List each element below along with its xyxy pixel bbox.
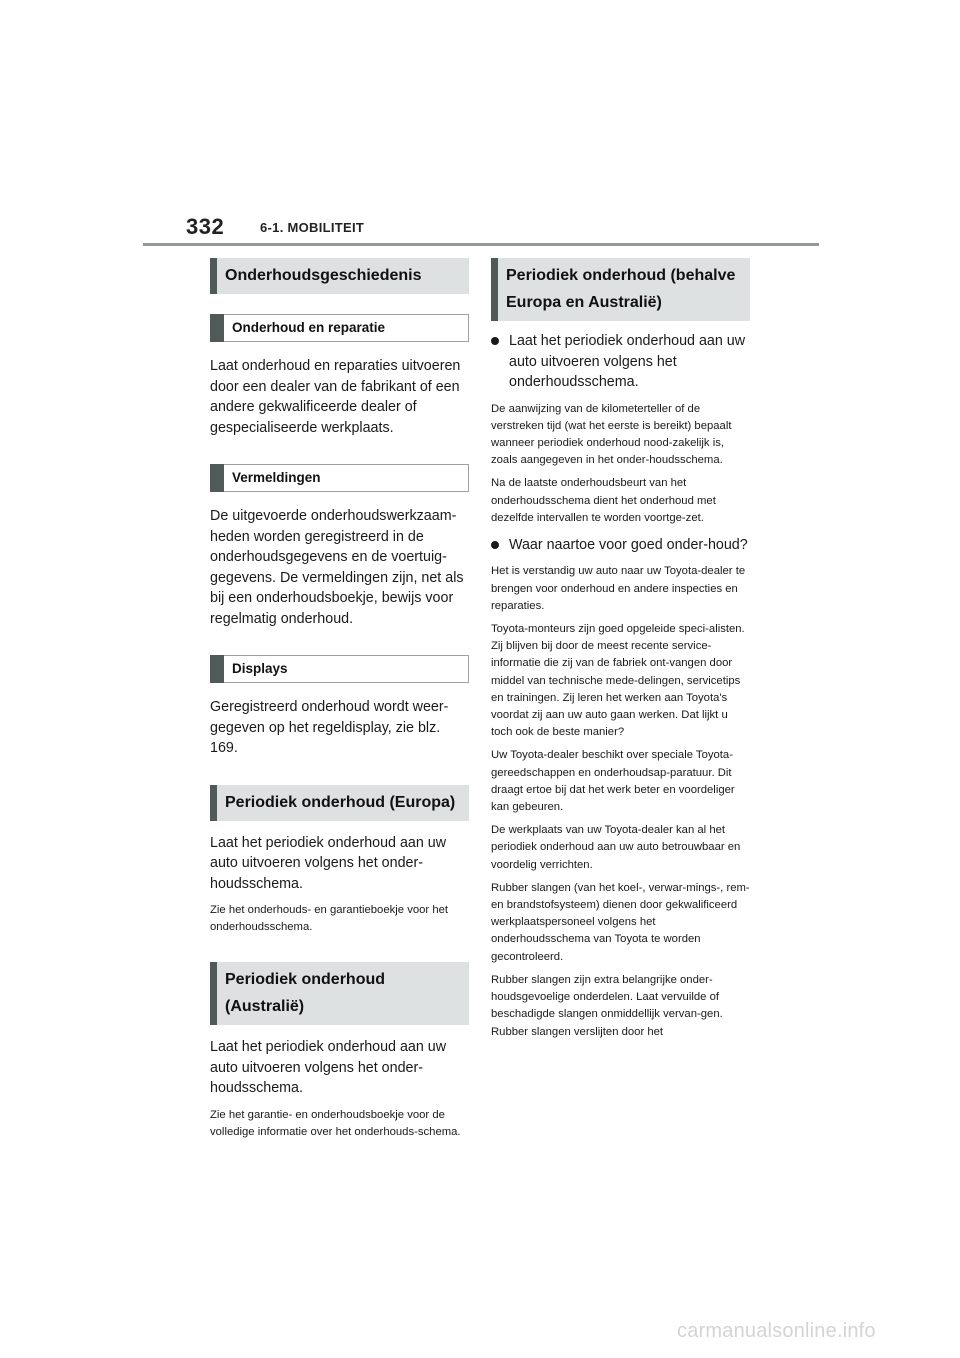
subheading-label: Vermeldingen [232,470,321,485]
note-hoses-check: Rubber slangen (van het koel-, verwar-mings-, rem- en brandstofsysteem) dienen door gekwalificeerd werkplaatspersoneel volgens het onderhoudsschema van Toyota te worden gecontroleerd. [491,881,750,963]
subheading-label: Onderhoud en reparatie [232,320,386,335]
watermark-text: carmanualsonline.info [677,1320,876,1342]
heading-bar [210,655,224,683]
note-dealer: Het is verstandig uw auto naar uw Toyota-dealer te brengen voor onderhoud en andere inspecties en reparaties. [491,565,746,612]
left-column [210,258,469,1141]
section-label: 6-1. MOBILITEIT [260,220,365,235]
paragraph-europe: Laat het periodiek onderhoud aan uw auto uitvoeren volgens het onder-houdsschema. [210,834,447,892]
subheading-displays [210,655,469,683]
heading-bar [210,464,224,492]
bullet-dot-icon [491,541,499,549]
note-intervals: Na de laatste onderhoudsbeurt van het onderhoudsschema dient het onderhoud met dezelfde intervallen te worden voortge-zet. [491,477,716,524]
heading-periodic-australia: Periodiek onderhoud (Australië) [210,962,469,1025]
bullet-item [491,331,750,393]
subheading-maintenance-repair [210,314,469,342]
paragraph-australia: Laat het periodiek onderhoud aan uw auto uitvoeren volgens het onder-houdsschema. [210,1039,447,1097]
note-hoses-replace: Rubber slangen zijn extra belangrijke onder-houdsgevoelige onderdelen. Laat vervuilde of beschadigde slangen onmiddellijk vervan-gen. Rubber slangen verslijten door het [491,973,723,1038]
note-odometer: De aanwijzing van de kilometerteller of de verstreken tijd (wat het eerste is bereikt) bepaalt wanneer periodiek onderhoud nood-zakelijk is, zoals aangegeven in het onder-houdsschema. [491,402,732,467]
header-divider [143,243,819,246]
heading-periodic-other: Periodiek onderhoud (behalve Europa en Australië) [491,258,750,321]
subheading-label: Displays [232,661,288,676]
bullet-text: Waar naartoe voor goed onder-houd? [509,536,748,553]
bullet-text: Laat het periodiek onderhoud aan uw auto uitvoeren volgens het onderhoudsschema. [509,333,746,390]
heading-maintenance-history: Onderhoudsgeschiedenis [210,258,469,294]
note-australia: Zie het garantie- en onderhoudsboekje voor de volledige informatie over het onderhouds-schema. [210,1108,461,1139]
paragraph-entries: De uitgevoerde onderhoudswerkzaam-heden worden geregistreerd in de onderhoudsgegevens en de voertuig-gegevens. De vermeldingen zijn, net als bij een onderhoudsboekje, bewijs voor regelmatig onderhoud. [210,508,464,627]
note-workshop: De werkplaats van uw Toyota-dealer kan al het periodiek onderhoud aan uw auto betrouwbaar en voordelig verrichten. [491,824,741,871]
page-number: 332 [186,214,225,239]
bullet-dot-icon [491,337,499,345]
note-europe: Zie het onderhouds- en garantieboekje voor het onderhoudsschema. [210,904,449,934]
paragraph-displays: Geregistreerd onderhoud wordt weer-gegeven op het regeldisplay, zie blz. 169. [210,699,449,756]
heading-periodic-europe: Periodiek onderhoud (Europa) [210,785,469,821]
paragraph-repair: Laat onderhoud en reparaties uitvoeren door een dealer van de fabrikant of een andere gekwalificeerde dealer of gespecialiseerde werkplaats. [210,358,461,436]
right-column [491,258,750,1041]
page-header [0,0,960,250]
subheading-entries [210,464,469,492]
note-mechanics: Toyota-monteurs zijn goed opgeleide speci-alisten. Zij blijven bij door de meest recente service-informatie die zij van de fabriek ont-vangen door middel van technische mede-delingen, servicetips en trainingen. Zij leren het werken aan Toyota's voordat zij aan uw auto gaan werken. Dat lijkt u toch ook de beste manier? [491,623,745,739]
bullet-item [491,535,750,556]
heading-bar [210,314,224,342]
note-tools: Uw Toyota-dealer beschikt over speciale Toyota-gereedschappen en onderhoudsap-paratuur. Dit draagt ertoe bij dat het werk beter en voordeliger kan gebeuren. [491,749,735,814]
